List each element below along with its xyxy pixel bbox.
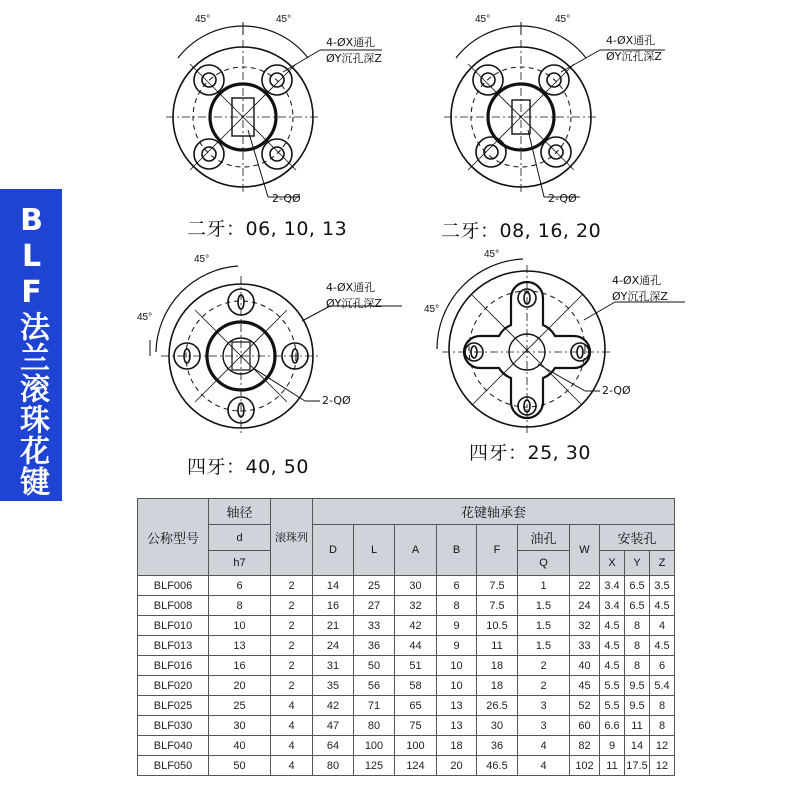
cell-b: 13: [437, 716, 477, 736]
cell-w: 60: [570, 716, 600, 736]
cell-y: 8: [625, 636, 650, 656]
drawing-two-row-b: [444, 22, 665, 197]
spec-table-body: [138, 576, 675, 776]
table-row: [138, 696, 675, 716]
cell-q: 2: [518, 676, 570, 696]
header-D: D: [313, 525, 354, 576]
drawing-1-oil-note: 2-QØ: [272, 192, 301, 205]
cell-rows: 4: [271, 736, 313, 756]
cell-x: 4.5: [600, 656, 625, 676]
cell-a: 51: [395, 656, 437, 676]
header-X: X: [600, 551, 625, 576]
cell-d: 8: [209, 596, 271, 616]
cell-x: 4.5: [600, 616, 625, 636]
cell-b: 8: [437, 596, 477, 616]
cell-d: 30: [209, 716, 271, 736]
cell-f: 18: [477, 676, 518, 696]
cell-model: BLF013: [138, 636, 209, 656]
cell-l: 56: [354, 676, 395, 696]
cell-l: 25: [354, 576, 395, 596]
drawing-3-hole-note: 4-ØX通孔: [326, 281, 376, 294]
cell-w: 52: [570, 696, 600, 716]
cell-d: 16: [209, 656, 271, 676]
header-h7: h7: [209, 551, 271, 576]
cell-d: 14: [313, 576, 354, 596]
cell-x: 3.4: [600, 576, 625, 596]
cell-f: 11: [477, 636, 518, 656]
cell-z: 4.5: [650, 636, 675, 656]
cell-w: 45: [570, 676, 600, 696]
cell-w: 40: [570, 656, 600, 676]
table-row: [138, 596, 675, 616]
cell-d: 47: [313, 716, 354, 736]
cell-z: 8: [650, 716, 675, 736]
cell-x: 6.6: [600, 716, 625, 736]
cell-w: 22: [570, 576, 600, 596]
header-L: L: [354, 525, 395, 576]
cell-rows: 2: [271, 616, 313, 636]
cell-a: 44: [395, 636, 437, 656]
cell-l: 27: [354, 596, 395, 616]
cell-f: 30: [477, 716, 518, 736]
header-ball-rows: 滚珠列: [271, 499, 313, 576]
cell-d: 10: [209, 616, 271, 636]
drawing-3-oil-note: 2-QØ: [322, 394, 351, 407]
cell-d: 6: [209, 576, 271, 596]
cell-b: 10: [437, 656, 477, 676]
header-B: B: [437, 525, 477, 576]
table-row: [138, 656, 675, 676]
cell-b: 9: [437, 616, 477, 636]
drawing-1-angle-left: 45°: [195, 14, 211, 25]
cell-y: 6.5: [625, 596, 650, 616]
cell-q: 3: [518, 716, 570, 736]
drawing-4-hole-note: 4-ØX通孔: [612, 274, 662, 287]
cell-y: 6.5: [625, 576, 650, 596]
drawing-2-angle-left: 45°: [475, 14, 491, 25]
table-row: [138, 636, 675, 656]
header-d: d: [209, 525, 271, 551]
cell-rows: 4: [271, 716, 313, 736]
cell-rows: 2: [271, 676, 313, 696]
cell-b: 20: [437, 756, 477, 776]
cell-d: 64: [313, 736, 354, 756]
cell-z: 8: [650, 696, 675, 716]
cell-d: 13: [209, 636, 271, 656]
cell-d: 24: [313, 636, 354, 656]
cell-x: 5.5: [600, 676, 625, 696]
cell-z: 12: [650, 736, 675, 756]
cell-y: 11: [625, 716, 650, 736]
cell-model: BLF050: [138, 756, 209, 776]
drawing-2-counterbore-note: ØY沉孔深Z: [606, 50, 662, 63]
cell-model: BLF008: [138, 596, 209, 616]
drawing-1-hole-note: 4-ØX通孔: [326, 36, 376, 49]
cell-q: 3: [518, 696, 570, 716]
header-bearing: 花键轴承套: [313, 499, 675, 525]
spec-table: [137, 498, 675, 776]
caption-drawing-3: 四牙：40, 50: [187, 456, 309, 478]
drawing-1-angle-right: 45°: [276, 14, 292, 25]
cell-q: 4: [518, 756, 570, 776]
cell-w: 24: [570, 596, 600, 616]
cell-model: BLF016: [138, 656, 209, 676]
cell-a: 124: [395, 756, 437, 776]
cell-d: 31: [313, 656, 354, 676]
cell-x: 11: [600, 756, 625, 776]
cell-z: 3.5: [650, 576, 675, 596]
cell-f: 7.5: [477, 576, 518, 596]
cell-q: 2: [518, 656, 570, 676]
cell-y: 9.5: [625, 696, 650, 716]
drawing-3-counterbore-note: ØY沉孔深Z: [326, 297, 382, 310]
cell-rows: 4: [271, 696, 313, 716]
cell-f: 18: [477, 656, 518, 676]
cell-f: 36: [477, 736, 518, 756]
cell-d: 21: [313, 616, 354, 636]
header-mount-hole: 安装孔: [600, 525, 675, 551]
drawing-2-oil-note: 2-QØ: [548, 192, 577, 205]
drawing-1-counterbore-note: ØY沉孔深Z: [326, 52, 382, 65]
header-shaft: 轴径: [209, 499, 271, 525]
cell-l: 80: [354, 716, 395, 736]
cell-a: 75: [395, 716, 437, 736]
cell-a: 42: [395, 616, 437, 636]
cell-a: 65: [395, 696, 437, 716]
cell-l: 100: [354, 736, 395, 756]
cell-d: 42: [313, 696, 354, 716]
cell-w: 33: [570, 636, 600, 656]
cell-a: 32: [395, 596, 437, 616]
drawing-3-angle-left: 45°: [137, 312, 153, 323]
header-model: 公称型号: [138, 499, 209, 576]
cell-z: 12: [650, 756, 675, 776]
cell-rows: 2: [271, 576, 313, 596]
cell-w: 102: [570, 756, 600, 776]
cell-f: 26.5: [477, 696, 518, 716]
cell-d: 20: [209, 676, 271, 696]
cell-y: 9.5: [625, 676, 650, 696]
cell-q: 1.5: [518, 636, 570, 656]
table-row: [138, 576, 675, 596]
caption-drawing-2: 二牙：08, 16, 20: [441, 220, 602, 242]
drawing-4-angle-left: 45°: [424, 304, 440, 315]
table-row: [138, 716, 675, 736]
header-A: A: [395, 525, 437, 576]
cell-w: 82: [570, 736, 600, 756]
table-row: [138, 756, 675, 776]
cell-x: 9: [600, 736, 625, 756]
cell-x: 3.4: [600, 596, 625, 616]
header-Y: Y: [625, 551, 650, 576]
cell-model: BLF025: [138, 696, 209, 716]
cell-d: 40: [209, 736, 271, 756]
cell-l: 125: [354, 756, 395, 776]
drawing-2-hole-note: 4-ØX通孔: [606, 34, 656, 47]
header-oil-hole: 油孔: [518, 525, 570, 551]
cell-l: 50: [354, 656, 395, 676]
cell-f: 10.5: [477, 616, 518, 636]
drawing-4-oil-note: 2-QØ: [602, 384, 631, 397]
drawing-4-counterbore-note: ØY沉孔深Z: [612, 290, 668, 303]
cell-y: 17.5: [625, 756, 650, 776]
cell-model: BLF010: [138, 616, 209, 636]
drawing-3-angle-top: 45°: [194, 254, 210, 265]
cell-l: 33: [354, 616, 395, 636]
cell-x: 5.5: [600, 696, 625, 716]
cell-z: 6: [650, 656, 675, 676]
cell-b: 9: [437, 636, 477, 656]
cell-f: 46.5: [477, 756, 518, 776]
cell-y: 8: [625, 656, 650, 676]
cell-z: 4.5: [650, 596, 675, 616]
cell-b: 6: [437, 576, 477, 596]
cell-d: 80: [313, 756, 354, 776]
cell-a: 30: [395, 576, 437, 596]
drawing-2-angle-right: 45°: [555, 14, 571, 25]
cell-q: 1: [518, 576, 570, 596]
cell-model: BLF006: [138, 576, 209, 596]
cell-z: 4: [650, 616, 675, 636]
cell-a: 58: [395, 676, 437, 696]
cell-y: 14: [625, 736, 650, 756]
cell-d: 35: [313, 676, 354, 696]
cell-rows: 2: [271, 656, 313, 676]
cell-d: 25: [209, 696, 271, 716]
cell-model: BLF040: [138, 736, 209, 756]
cell-l: 71: [354, 696, 395, 716]
cell-q: 1.5: [518, 616, 570, 636]
header-Q: Q: [518, 551, 570, 576]
cell-w: 32: [570, 616, 600, 636]
cell-model: BLF020: [138, 676, 209, 696]
header-W: W: [570, 525, 600, 576]
cell-rows: 2: [271, 636, 313, 656]
table-row: [138, 736, 675, 756]
caption-drawing-4: 四牙：25, 30: [469, 442, 591, 464]
cell-f: 7.5: [477, 596, 518, 616]
side-banner-title: BLF法兰滚珠花键: [14, 203, 49, 497]
cell-b: 18: [437, 736, 477, 756]
cell-z: 5.4: [650, 676, 675, 696]
cell-y: 8: [625, 616, 650, 636]
cell-b: 10: [437, 676, 477, 696]
cell-d: 50: [209, 756, 271, 776]
cell-q: 4: [518, 736, 570, 756]
table-row: [138, 676, 675, 696]
cell-b: 13: [437, 696, 477, 716]
cell-rows: 4: [271, 756, 313, 776]
table-row: [138, 616, 675, 636]
drawing-4-angle-top: 45°: [484, 249, 500, 260]
header-F: F: [477, 525, 518, 576]
caption-drawing-1: 二牙：06, 10, 13: [187, 218, 348, 240]
cell-rows: 2: [271, 596, 313, 616]
cell-l: 36: [354, 636, 395, 656]
header-Z: Z: [650, 551, 675, 576]
cell-model: BLF030: [138, 716, 209, 736]
cell-q: 1.5: [518, 596, 570, 616]
cell-a: 100: [395, 736, 437, 756]
cell-x: 4.5: [600, 636, 625, 656]
cell-d: 16: [313, 596, 354, 616]
